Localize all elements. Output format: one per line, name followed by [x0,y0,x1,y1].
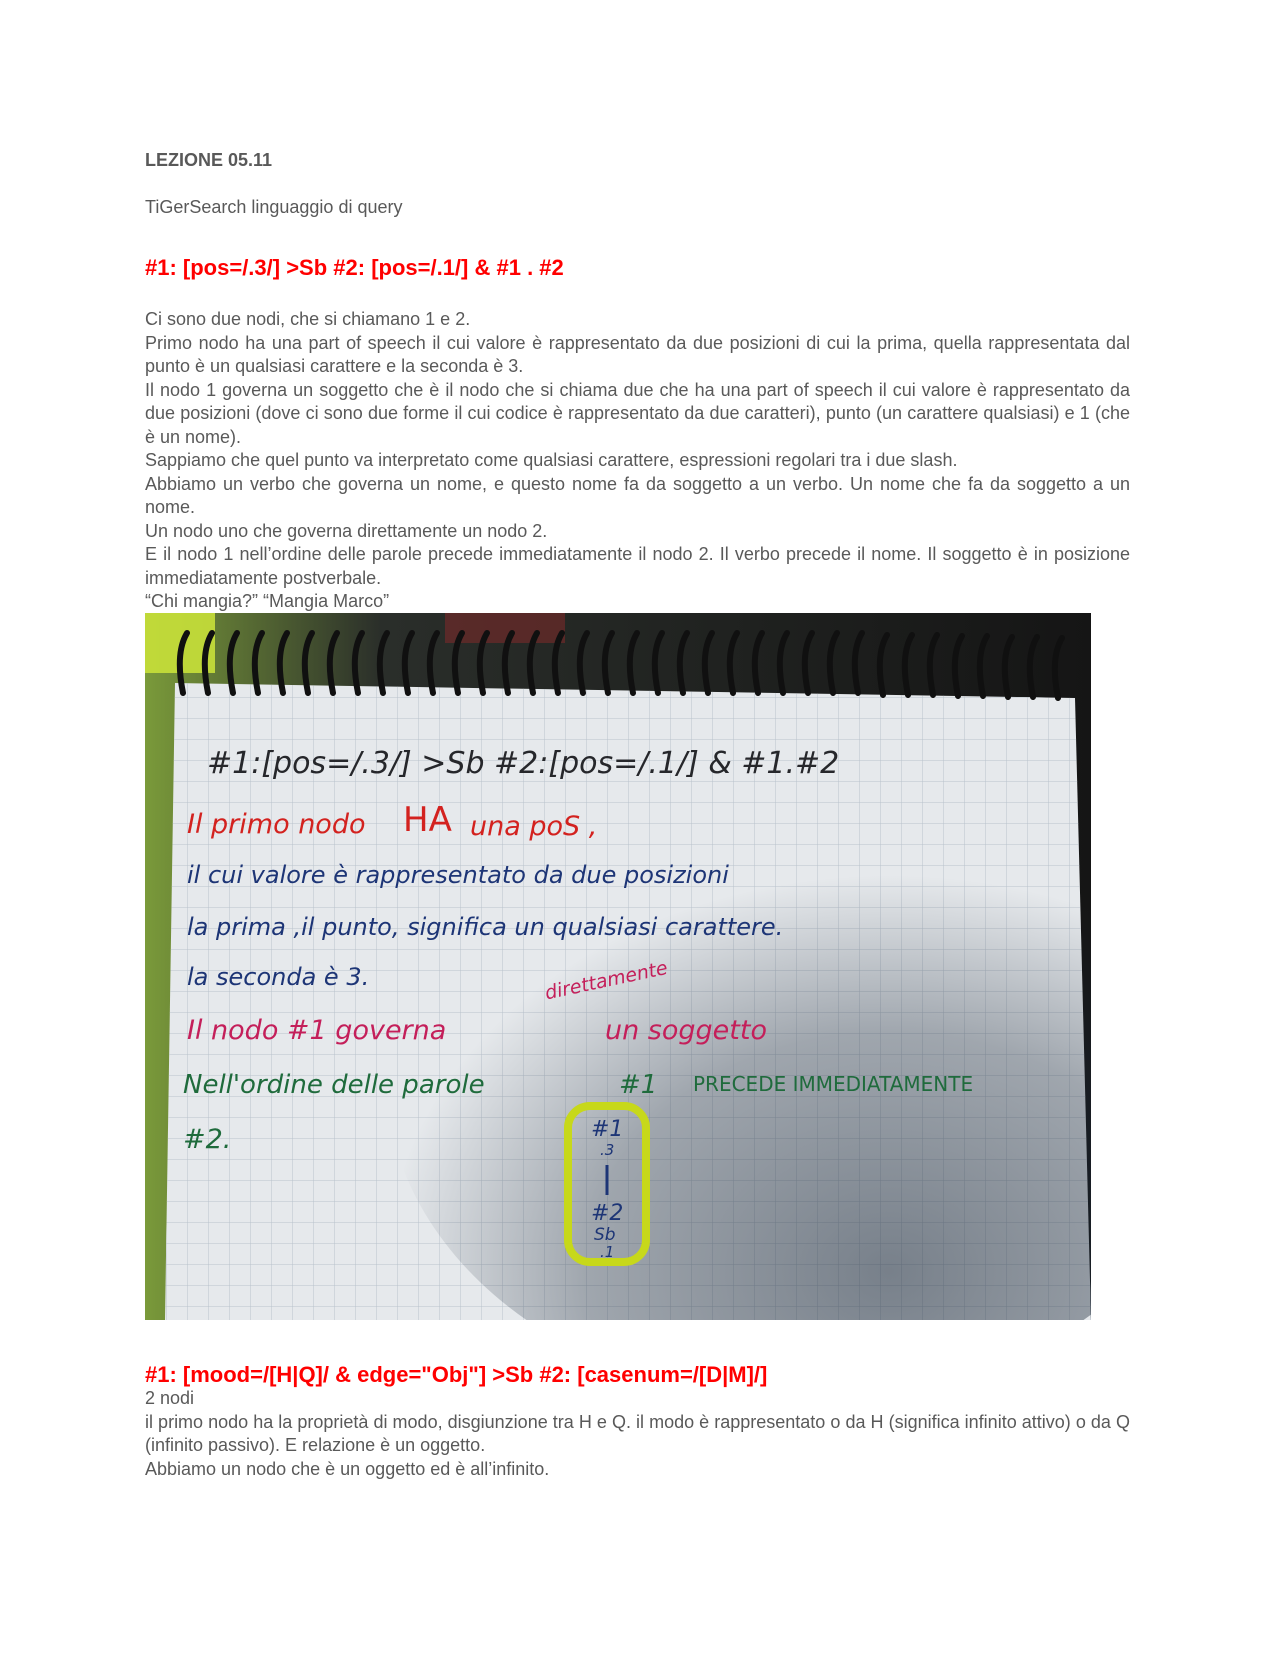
paragraph: “Chi mangia?” “Mangia Marco” [145,591,390,611]
paragraph: E il nodo 1 nell’ordine delle parole precede immediatamente il nodo 2. Il verbo precede il nome. Il soggetto è in posizione immediatamente postverbale. [145,544,1130,588]
hw-line-2a: Il primo nodo [187,809,366,840]
paragraph: Ci sono due nodi, che si chiamano 1 e 2. [145,309,471,329]
hw-line-8: #2. [183,1124,232,1155]
paragraph: 2 nodi [145,1388,195,1408]
hw-line-6a: Il nodo #1 governa [187,1015,447,1046]
paragraph: Primo nodo ha una part of speech il cui valore è rappresentato da due posizioni di cui la prima, quella rappresentata dal punto è un qualsiasi carattere e la seconda è 3. [145,332,1130,376]
hw-line-7b: #1 [619,1070,658,1100]
hw-line-2b: HA [403,800,452,840]
hw-line-4: la prima ,il punto, significa un qualsiasi carattere. [187,913,784,941]
paragraph: Sappiamo che quel punto va interpretato come qualsiasi carattere, espressioni regolari tra i due slash. [145,450,958,470]
paragraph: Abbiamo un nodo che è un oggetto ed è all’infinito. [145,1458,550,1479]
hw-insert-direttamente: direttamente [542,956,670,1005]
paragraph: il primo nodo ha la proprietà di modo, disgiunzione tra H e Q. il modo è rappresentato o da H (significa infinito attivo) o da Q (infinito passivo). E relazione è un oggetto. [145,1411,1130,1455]
lesson-title: LEZIONE 05.11 [145,150,273,170]
notebook-photo [145,613,1091,1320]
lesson-subtitle: TiGerSearch linguaggio di query [145,197,403,217]
paragraph: Il nodo 1 governa un soggetto che è il nodo che si chiama due che ha una part of speech il cui valore è rappresentato da due posizioni (dove ci sono due forme il cui codice è rappresentato da due caratteri), punto (un carattere qualsiasi) e 1 (che è un nome). [145,379,1130,447]
tree-pos-1: .3 [600,1141,615,1159]
hw-line-5: la seconda è 3. [187,963,370,991]
query-heading-2: #1: [mood=/[H|Q]/ & edge="Obj"] >Sb #2: [casenum=/[D|M]/] [145,1362,768,1387]
hw-line-2c: una poS , [470,811,598,842]
query-heading-1: #1: [pos=/.3/] >Sb #2: [pos=/.1/] & #1 . #2 [145,255,564,280]
tree-pos-2: .1 [600,1243,615,1261]
hw-line-6b: un soggetto [605,1015,767,1046]
hw-line-7c: PRECEDE IMMEDIATAMENTE [693,1072,974,1096]
hw-line-3: il cui valore è rappresentato da due posizioni [187,861,729,889]
tree-node-1: #1 [591,1117,624,1142]
tree-node-2: #2 [591,1201,624,1226]
explanation-block-1 [145,308,1130,614]
hw-query-line: #1:[pos=/.3/] >Sb #2:[pos=/.1/] & #1.#2 [207,746,840,781]
tree-label-sb: Sb [594,1225,616,1245]
paragraph: Abbiamo un verbo che governa un nome, e questo nome fa da soggetto a un verbo. Un nome che fa da soggetto a un nome. [145,473,1130,517]
explanation-block-2 [145,1387,1130,1481]
paragraph: Un nodo uno che governa direttamente un nodo 2. [145,520,548,541]
hw-line-7a: Nell'ordine delle parole [183,1070,485,1100]
